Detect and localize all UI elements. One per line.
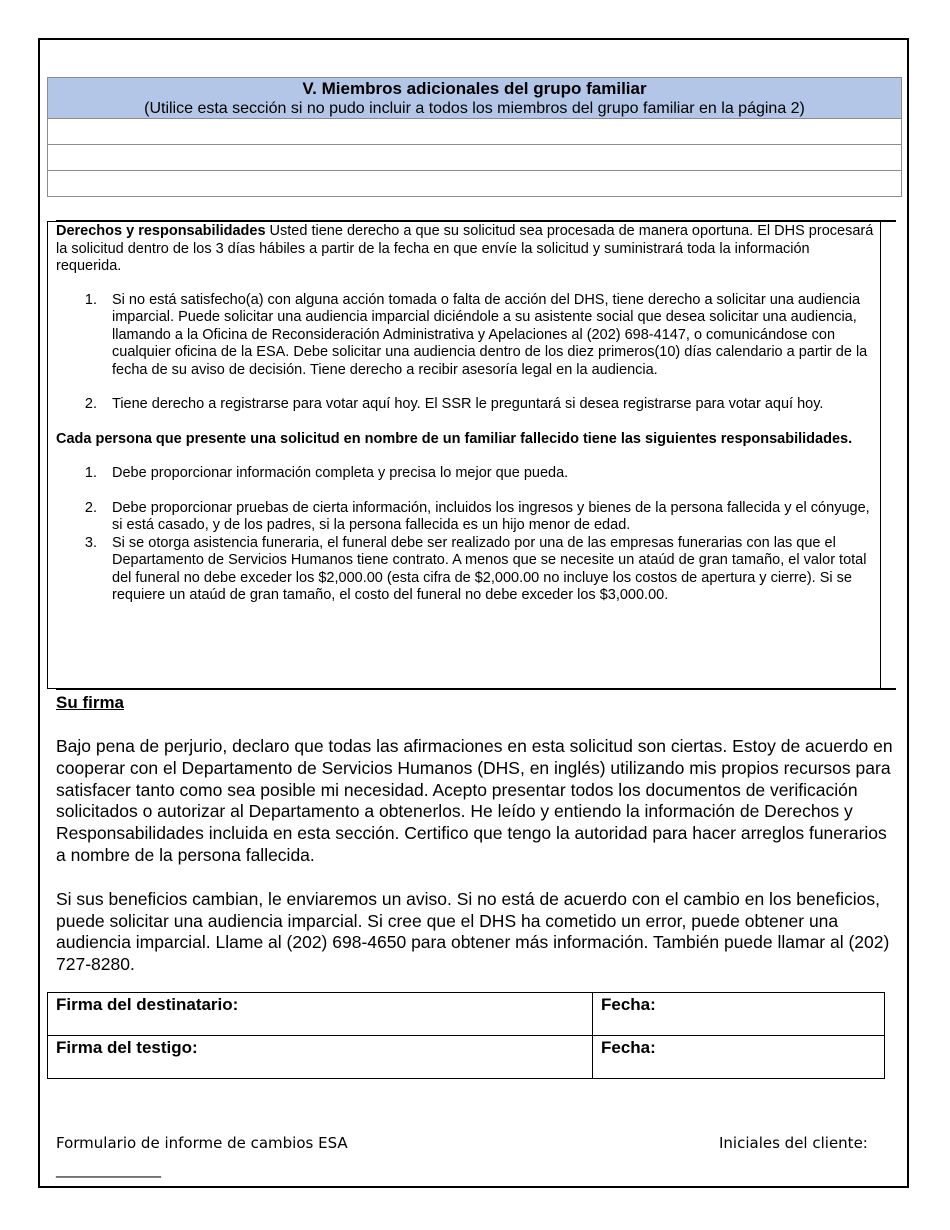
- household-member-row-2[interactable]: [47, 145, 902, 171]
- footer-form-name: Formulario de informe de cambios ESA: [56, 1134, 348, 1152]
- witness-signature-field[interactable]: [48, 1036, 593, 1079]
- footer-client-initials-label: Iniciales del cliente:: [719, 1134, 868, 1152]
- section-v-title: V. Miembros adicionales del grupo familiar: [302, 79, 647, 98]
- witness-date-label: Fecha:: [601, 1038, 656, 1057]
- rights-intro: [56, 223, 874, 276]
- recipient-signature-label: Firma del destinatario:: [56, 995, 239, 1014]
- witness-signature-row: [48, 1036, 885, 1079]
- list-item: 2. Tiene derecho a registrarse para votar aquí hoy. El SSR le preguntará si desea registrarse para votar aquí hoy.: [84, 396, 824, 412]
- declaration-paragraph: Bajo pena de perjurio, declaro que todas las afirmaciones en esta solicitud son ciertas. Estoy de acuerdo en cooperar con el Departamento de Servicios Humanos (DHS, en inglés) utilizando mis propios recursos para satisfacer tanto como sea posible mi necesidad. Acepto presentar todos los documentos de verificación solicitados o autorizar al Departamento a obtenerlos. He leído y entiendo la información de Derechos y Responsabilidades incluida en esta sección. Certifico que tengo la autoridad para hacer arreglos funerarios a nombre de la persona fallecida.: [56, 736, 893, 865]
- recipient-date-label: Fecha:: [601, 995, 656, 1014]
- rights-list: [56, 292, 874, 414]
- household-member-row-1[interactable]: [47, 119, 902, 145]
- responsibilities-list: [56, 465, 874, 605]
- section-v-header: [47, 77, 902, 119]
- section-v-subtitle: (Utilice esta sección si no pudo incluir a todos los miembros del grupo familiar en la página 2): [144, 100, 805, 117]
- rights-heading: Derechos y responsabilidades: [56, 223, 266, 239]
- list-item: 2. Debe proporcionar pruebas de cierta información, incluidos los ingresos y bienes de la persona fallecida y el cónyuge, si está casado, y de los padres, si la persona fallecida es un hijo menor de edad.: [84, 499, 870, 533]
- witness-date-field[interactable]: [593, 1036, 885, 1079]
- signature-table: [47, 992, 885, 1079]
- list-item: 1. Debe proporcionar información completa y precisa lo mejor que pueda.: [84, 465, 569, 481]
- signature-declaration: [56, 736, 896, 976]
- recipient-signature-row: [48, 993, 885, 1036]
- list-item: 1. Si no está satisfecho(a) con alguna acción tomada o falta de acción del DHS, tiene derecho a solicitar una audiencia imparcial. Puede solicitar una audiencia imparcial diciéndole a su asistente social que desea solicitar una audiencia, llamando a la Oficina de Reconsideración Administrativa y Apelaciones al (202) 698-4147, o comunicándose con cualquier oficina de la ESA. Debe solicitar una audiencia dentro de los diez primeros(10) días calendario a partir de la fecha de su aviso de decisión. Tiene derecho a recibir asesoría legal en la audiencia.: [84, 291, 868, 378]
- responsibilities-heading: Cada persona que presente una solicitud en nombre de un familiar fallecido tiene las siguientes responsabilidades.: [56, 430, 853, 447]
- rights-content: [56, 223, 874, 605]
- rights-intro-text: Usted tiene derecho a que su solicitud sea procesada de manera oportuna. El DHS procesará la solicitud dentro de los 3 días hábiles a partir de la fecha en que envíe la solicitud y suministrará toda la información requerida.: [56, 223, 874, 274]
- list-item: 3. Si se otorga asistencia funeraria, el funeral debe ser realizado por una de las empresas funerarias con las que el Departamento de Servicios Humanos tiene contrato. A menos que se necesite un ataúd de gran tamaño, el valor total del funeral no debe exceder los $2,000.00 (esta cifra de $2,000.00 no incluye los costos de apertura y cierre). Si se requiere un ataúd de gran tamaño, el costo del funeral no debe exceder los $3,000.00.: [84, 534, 867, 603]
- rights-bottom-rule: [56, 688, 896, 690]
- recipient-signature-field[interactable]: [48, 993, 593, 1036]
- benefits-notice-paragraph: Si sus beneficios cambian, le enviaremos un aviso. Si no está de acuerdo con el cambio en los beneficios, puede solicitar una audiencia imparcial. Si cree que el DHS ha cometido un error, puede obtener una audiencia imparcial. Llame al (202) 698-4650 para obtener más información. También puede llamar al (202) 727-8280.: [56, 888, 890, 975]
- recipient-date-field[interactable]: [593, 993, 885, 1036]
- signature-section-title: Su firma: [56, 693, 125, 712]
- household-member-row-3[interactable]: [47, 171, 902, 197]
- section-v-household-members: [47, 77, 902, 197]
- client-initials-line[interactable]: ______________: [56, 1160, 161, 1178]
- rights-top-rule: [56, 220, 896, 222]
- witness-signature-label: Firma del testigo:: [56, 1038, 198, 1057]
